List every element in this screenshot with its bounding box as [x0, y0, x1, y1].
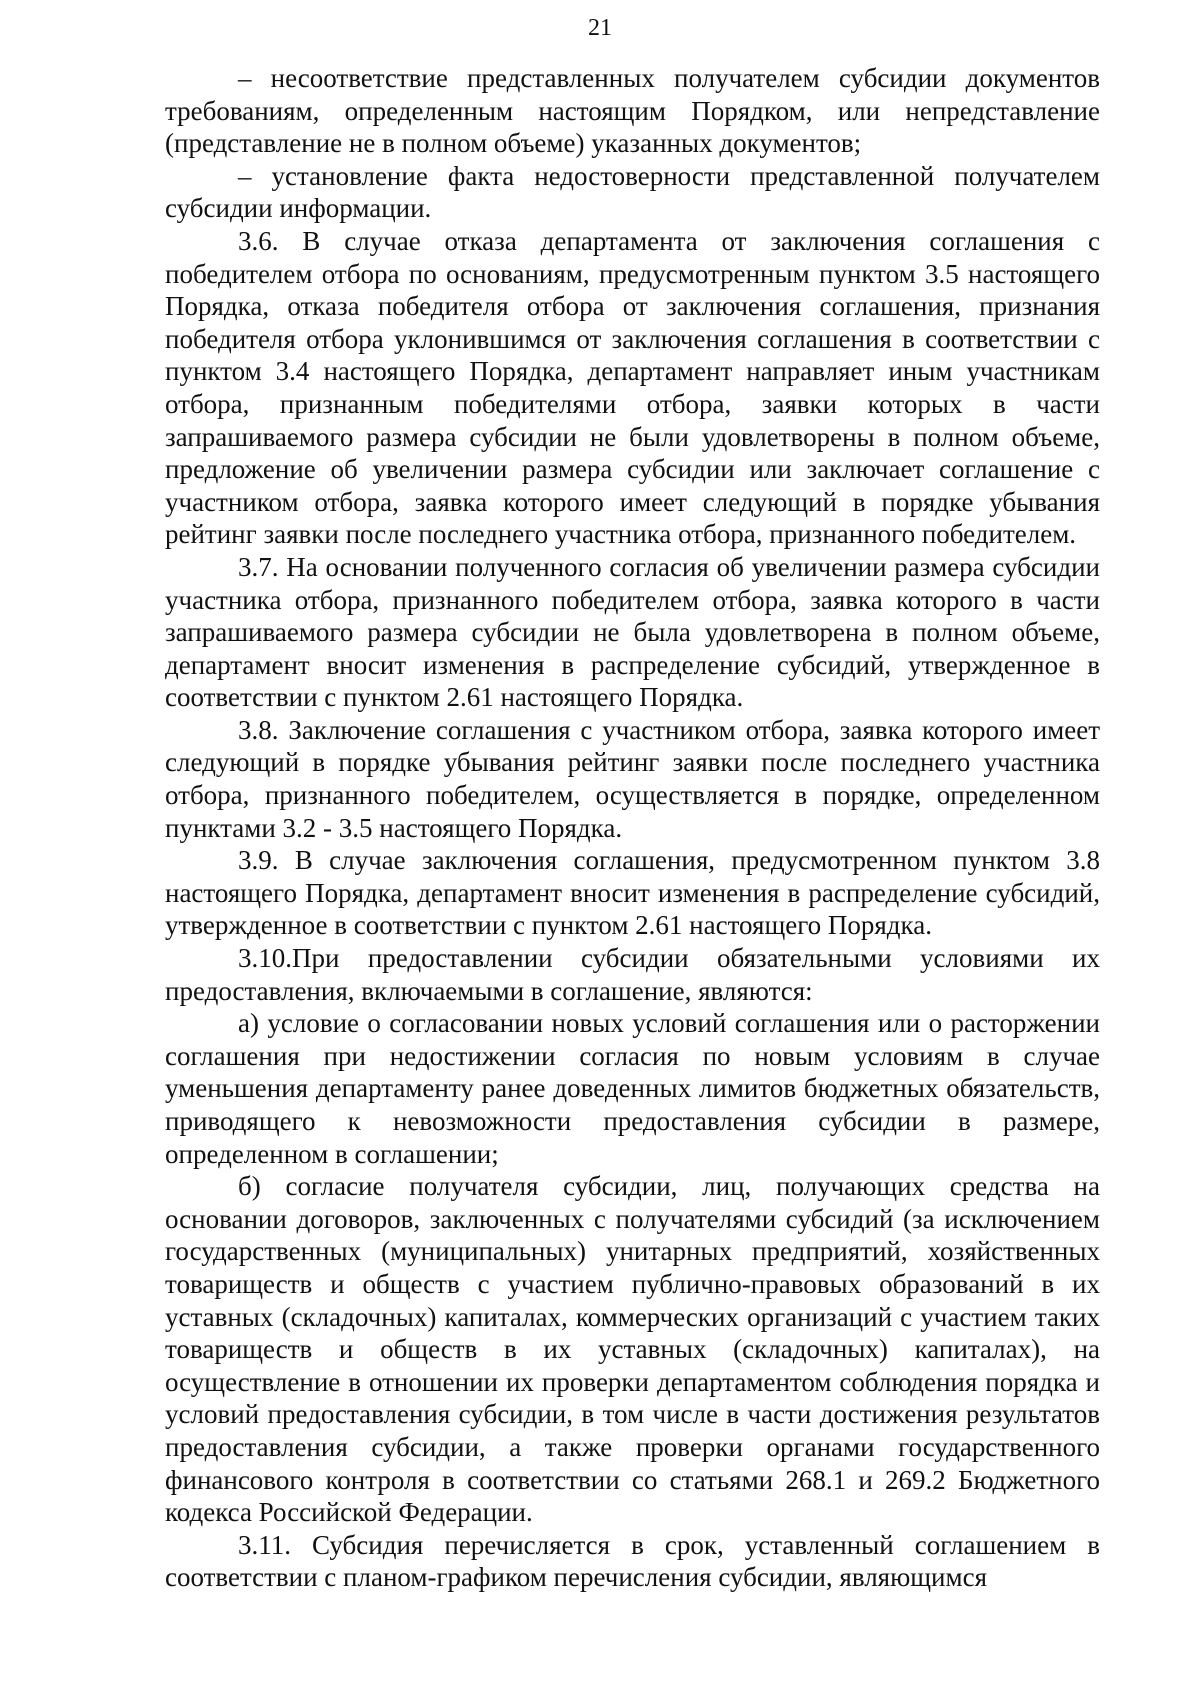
paragraph-3-10: 3.10.При предоставлении субсидии обязательными условиями их предоставления, включаемыми в соглашение, являются:	[165, 943, 1100, 1006]
paragraph-3-7: 3.7. На основании полученного согласия об увеличении размера субсидии участника отбора, признанного победителем отбора, заявка которого в части запрашиваемого размера субсидии не была удовлетворена в полном объеме, департамент вносит изменения в распределение субсидий, утвержденное в соответствии с пунктом 2.61 настоящего Порядка.	[165, 551, 1100, 713]
paragraph-3-8: 3.8. Заключение соглашения с участником отбора, заявка которого имеет следующий в порядке убывания рейтинг заявки после последнего участника отбора, признанного победителем, осуществляется в порядке, определенном пунктами 3.2 - 3.5 настоящего Порядка.	[165, 714, 1100, 843]
page-number: 21	[588, 15, 612, 41]
paragraph-3-11: 3.11. Субсидия перечисляется в срок, уставленный соглашением в соответствии с планом-графиком перечисления субсидии, являющимся	[165, 1529, 1100, 1593]
document-body	[165, 62, 1100, 1594]
paragraph-3-9: 3.9. В случае заключения соглашения, предусмотренном пунктом 3.8 настоящего Порядка, департамент вносит изменения в распределение субсидий, утвержденное в соответствии с пунктом 2.61 настоящего Порядка.	[165, 845, 1100, 941]
paragraph-3-6: 3.6. В случае отказа департамента от заключения соглашения с победителем отбора по основаниям, предусмотренным пунктом 3.5 настоящего Порядка, отказа победителя отбора от заключения соглашения, признания победителя отбора уклонившимся от заключения соглашения в соответствии с пунктом 3.4 настоящего Порядка, департамент направляет иным участникам отбора, признанным победителями отбора, заявки которых в части запрашиваемого размера субсидии не были удовлетворены в полном объеме, предложение об увеличении размера субсидии или заключает соглашение с участником отбора, заявка которого имеет следующий в порядке убывания рейтинг заявки после последнего участника отбора, признанного победителем.	[165, 225, 1100, 550]
paragraph-dash-2: – установление факта недостоверности представленной получателем субсидии информации.	[165, 160, 1100, 224]
paragraph-item-b: б) согласие получателя субсидии, лиц, получающих средства на основании договоров, заключенных с получателями субсидий (за исключением государственных (муниципальных) унитарных предприятий, хозяйственных товариществ и обществ с участием публично-правовых образований в их уставных (складочных) капиталах, коммерческих организаций с участием таких товариществ и обществ в их уставных (складочных) капиталах), на осуществление в отношении их проверки департаментом соблюдения порядка и условий предоставления субсидии, в том числе в части достижения результатов предоставления субсидии, а также проверки органами государственного финансового контроля в соответствии со статьями 268.1 и 269.2 Бюджетного кодекса Российской Федерации.	[165, 1171, 1100, 1528]
paragraph-item-a: а) условие о согласовании новых условий соглашения или о расторжении соглашения при недостижении согласия по новым условиям в случае уменьшения департаменту ранее доведенных лимитов бюджетных обязательств, приводящего к невозможности предоставления субсидии в размере, определенном в соглашении;	[165, 1008, 1100, 1169]
paragraph-dash-1: – несоответствие представленных получателем субсидии документов требованиям, определенным настоящим Порядком, или непредставление (представление не в полном объеме) указанных документов;	[165, 63, 1100, 159]
